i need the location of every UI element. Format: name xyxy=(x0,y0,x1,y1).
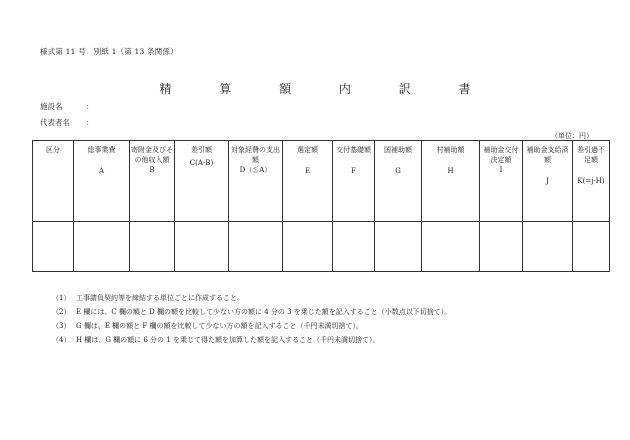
column-code: H xyxy=(447,167,454,175)
note-text: H 欄は、G 欄の額に 6 分の 1 を乗じて得た額を加算した額を記入すること（千円未満切捨て）。 xyxy=(76,336,380,344)
table-cell[interactable] xyxy=(333,222,375,272)
table-cell[interactable] xyxy=(283,222,333,272)
note-text: G 欄は、E 欄の額と F 欄の額を比較して少ない方の額を記入すること（千円未満切捨て）。 xyxy=(76,322,363,330)
facility-name-label: 施設名 xyxy=(40,102,63,111)
note-item xyxy=(52,305,451,319)
table-cell[interactable] xyxy=(74,222,130,272)
table-cell[interactable] xyxy=(130,222,175,272)
note-number: （4） xyxy=(52,336,71,344)
breakdown-table xyxy=(32,140,610,272)
column-header xyxy=(375,141,422,222)
column-label: 選定額 xyxy=(297,146,318,154)
table-header-row xyxy=(33,141,610,222)
note-number: （1） xyxy=(52,294,71,302)
column-code: I xyxy=(499,166,503,174)
column-header xyxy=(523,141,573,222)
column-header xyxy=(422,141,480,222)
column-code: C(A-B) xyxy=(189,159,214,167)
column-label: 総事業費 xyxy=(87,146,116,154)
column-label: 補助金交付決定額 xyxy=(483,146,519,164)
representative-label: 代表者名 xyxy=(40,118,70,127)
column-code: K(=j-H) xyxy=(577,177,605,185)
table-cell[interactable] xyxy=(375,222,422,272)
column-label: 寄附金及びその他収入額 xyxy=(131,146,173,164)
column-header xyxy=(229,141,283,222)
note-text: 工事請負契約等を締結する単位ごとに作成すること。 xyxy=(76,294,244,302)
unit-note: （単位：円） xyxy=(551,132,593,140)
column-code: J xyxy=(546,177,549,185)
column-code: B xyxy=(149,166,155,174)
column-code: A xyxy=(98,167,105,175)
column-code: F xyxy=(351,167,356,175)
facility-name-separator: ： xyxy=(86,102,94,111)
note-number: （2） xyxy=(52,308,71,316)
note-item xyxy=(52,333,451,347)
table-cell[interactable] xyxy=(480,222,523,272)
table-cell[interactable] xyxy=(573,222,610,272)
column-label: 交付基礎額 xyxy=(336,146,371,154)
column-header xyxy=(33,141,74,222)
table-cell[interactable] xyxy=(422,222,480,272)
note-item xyxy=(52,291,451,305)
column-header xyxy=(333,141,375,222)
column-header xyxy=(130,141,175,222)
facility-name-field xyxy=(40,101,94,112)
column-code: D（≦A） xyxy=(239,166,272,174)
note-text: E 欄には、C 欄の額と D 欄の額を比較して少ない方の額に 4 分の 3 を乗じた額を記入すること（小数点以下切捨て）。 xyxy=(76,308,452,316)
column-label: 差引額 xyxy=(191,146,212,154)
column-header xyxy=(283,141,333,222)
table-row xyxy=(33,222,610,272)
column-label: 差引過不足額 xyxy=(577,146,605,164)
notes-list xyxy=(52,291,451,347)
column-code: G xyxy=(395,167,401,175)
column-header xyxy=(573,141,610,222)
table-cell[interactable] xyxy=(33,222,74,272)
document-title: 精 算 額 内 訳 書 xyxy=(159,82,493,96)
column-label: 区分 xyxy=(46,146,60,154)
column-code: E xyxy=(304,167,311,175)
column-label: 対象経費の支出額 xyxy=(231,146,280,164)
column-label: 国補助額 xyxy=(384,146,412,154)
note-number: （3） xyxy=(52,322,71,330)
column-header xyxy=(480,141,523,222)
column-label: 村補助額 xyxy=(436,146,465,154)
table-cell[interactable] xyxy=(175,222,229,272)
column-label: 補助金支給済額 xyxy=(526,146,569,164)
table-cell[interactable] xyxy=(523,222,573,272)
representative-separator: ： xyxy=(86,118,94,127)
note-item xyxy=(52,319,451,333)
table-cell[interactable] xyxy=(229,222,283,272)
column-header xyxy=(175,141,229,222)
representative-field xyxy=(40,117,94,128)
form-number: 様式第 11 号 別紙 1（第 13 条関係） xyxy=(40,47,178,56)
column-header xyxy=(74,141,130,222)
